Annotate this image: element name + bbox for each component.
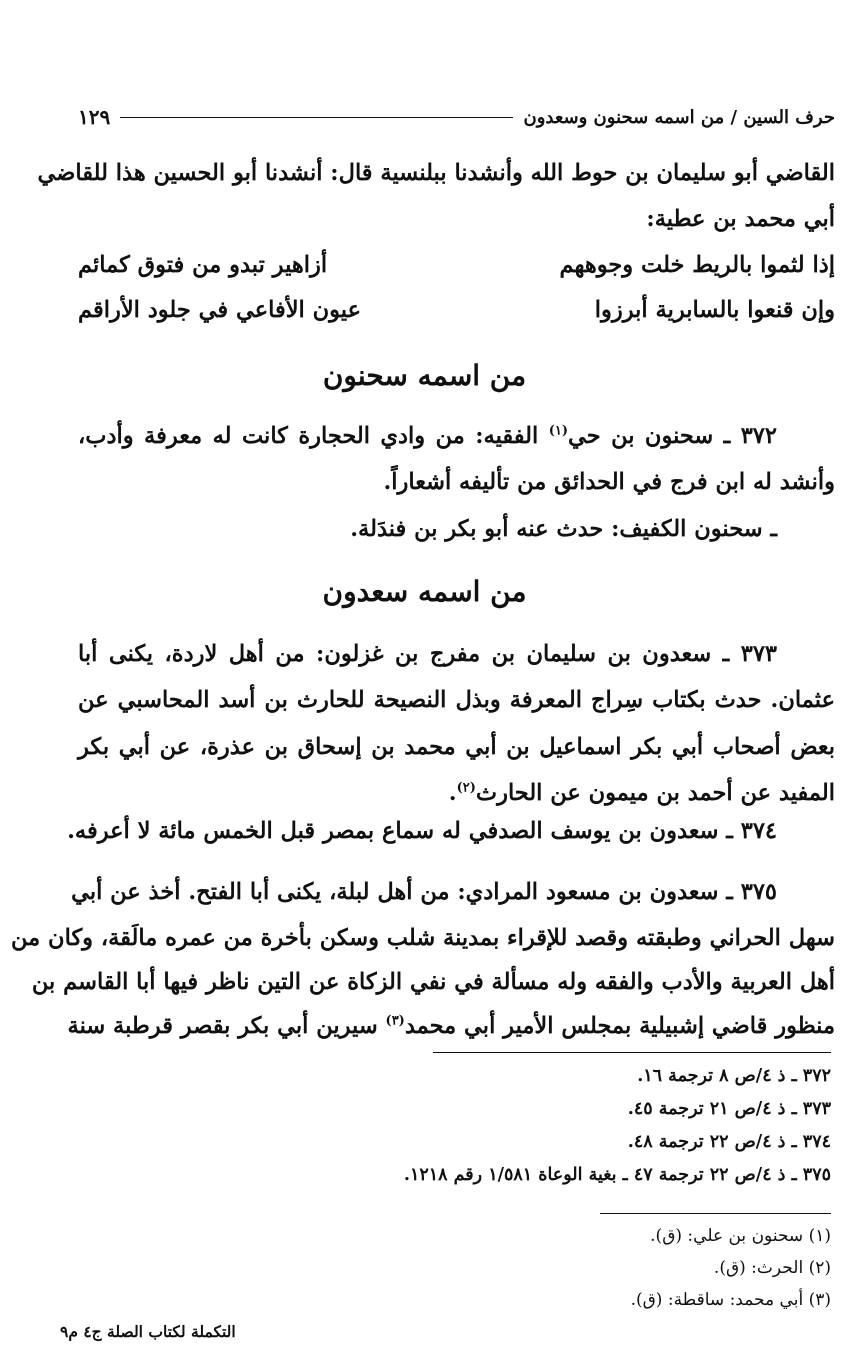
source-375: ٣٧٥ ـ ذ ٤/ص ٢٢ ترجمة ٤٧ ـ بغية الوعاة ١/٥٨١ رقم ١٢١٨.: [403, 1165, 831, 1185]
volume-signature: التكملة لكتاب الصلة ج٤ م٩: [60, 1322, 236, 1341]
source-373: ٣٧٣ ـ ذ ٤/ص ٢١ ترجمة ٤٥.: [627, 1099, 831, 1119]
entry-374: ٣٧٤ ـ سعدون بن يوسف الصدفي له سماع بمصر قبل الخمس مائة لا أعرفه.: [67, 818, 777, 844]
running-header: [78, 100, 835, 134]
entry-375-line-2: سهل الحراني وطبقته وقصد للإقراء بمدينة شلب وسكن بأخرة من عمره مالَقة، وكان من: [11, 925, 835, 951]
source-374: ٣٧٤ ـ ذ ٤/ص ٢٢ ترجمة ٤٨.: [627, 1132, 831, 1152]
entry-375-line-3: أهل العربية والأدب والفقه وله مسألة في نفي الزكاة عن التين ناظر فيها أبا القاسم بن: [31, 969, 835, 995]
intro-line-2: أبي محمد بن عطية:: [646, 206, 835, 232]
entry-373-line-3: بعض أصحاب أبي بكر اسماعيل بن أبي محمد بن إسحاق بن عذرة، عن أبي بكر: [78, 734, 835, 760]
header-rule: [120, 117, 513, 118]
footnote-ref-3: (٣): [385, 1013, 405, 1029]
entry-373-line-4: المفيد عن أحمد بن ميمون عن الحارث$^{(٢)}$.: [448, 780, 835, 806]
verse-2-first-hemistich: وإن قنعوا بالسابرية أبرزوا: [594, 297, 835, 323]
footnote-2: (٢) الحرث: (ق).: [713, 1258, 831, 1278]
entry-373-line-1: ٣٧٣ ـ سعدون بن سليمان بن مفرج بن غزلون: من أهل لاردة، يكنى أبا: [78, 641, 777, 667]
page-number: ١٢٩: [78, 105, 111, 129]
footnote-ref-1: (١): [548, 423, 568, 439]
footnote-ref-2: (٢): [456, 780, 476, 796]
verse-2-second-hemistich: عيون الأفاعي في جلود الأراقم: [78, 297, 362, 323]
footnote-3: (٣) أبي محمد: ساقطة: (ق).: [630, 1290, 831, 1310]
intro-line-1: القاضي أبو سليمان بن حوط الله وأنشدنا ببلنسية قال: أنشدنا أبو الحسين هذا للقاضي: [37, 160, 835, 186]
footnotes-separator: [600, 1213, 831, 1214]
entry-375-line-4: منظور قاضي إشبيلية بمجلس الأمير أبي محمد$^{(٣)}$ سيرين أبي بكر بقصر قرطبة سنة: [67, 1013, 835, 1039]
sources-separator: [433, 1052, 831, 1053]
section-heading-sahnun: من اسمه سحنون: [322, 359, 527, 392]
entry-372-line-2: وأنشد له ابن فرج في الحدائق من تأليفه أشعاراً.: [383, 469, 835, 495]
verse-1-first-hemistich: إذا لثموا بالريط خلت وجوههم: [559, 252, 835, 278]
entry-sahnun-kafif: ـ سحنون الكفيف: حدث عنه أبو بكر بن فندَلة.: [350, 516, 777, 542]
section-heading-saadun: من اسمه سعدون: [322, 575, 527, 608]
entry-373-line-2: عثمان. حدث بكتاب سِراج المعرفة وبذل النصيحة للحارث بن أسد المحاسبي عن: [78, 687, 835, 713]
verse-2: [78, 297, 835, 323]
verse-1: [78, 252, 835, 278]
verse-1-second-hemistich: أزاهير تبدو من فتوق كمائم: [78, 252, 328, 278]
footnote-1: (١) سحنون بن علي: (ق).: [650, 1226, 831, 1246]
entry-372-line-1: ٣٧٢ ـ سحنون بن حي$^{(١)}$ الفقيه: من وادي الحجارة كانت له معرفة وأدب،: [78, 423, 777, 449]
running-title: حرف السين / من اسمه سحنون وسعدون: [523, 106, 835, 128]
source-372: ٣٧٢ ـ ذ ٤/ص ٨ ترجمة ١٦.: [637, 1066, 831, 1086]
entry-375-line-1: ٣٧٥ ـ سعدون بن مسعود المرادي: من أهل لبلة، يكنى أبا الفتح. أخذ عن أبي: [71, 879, 777, 905]
